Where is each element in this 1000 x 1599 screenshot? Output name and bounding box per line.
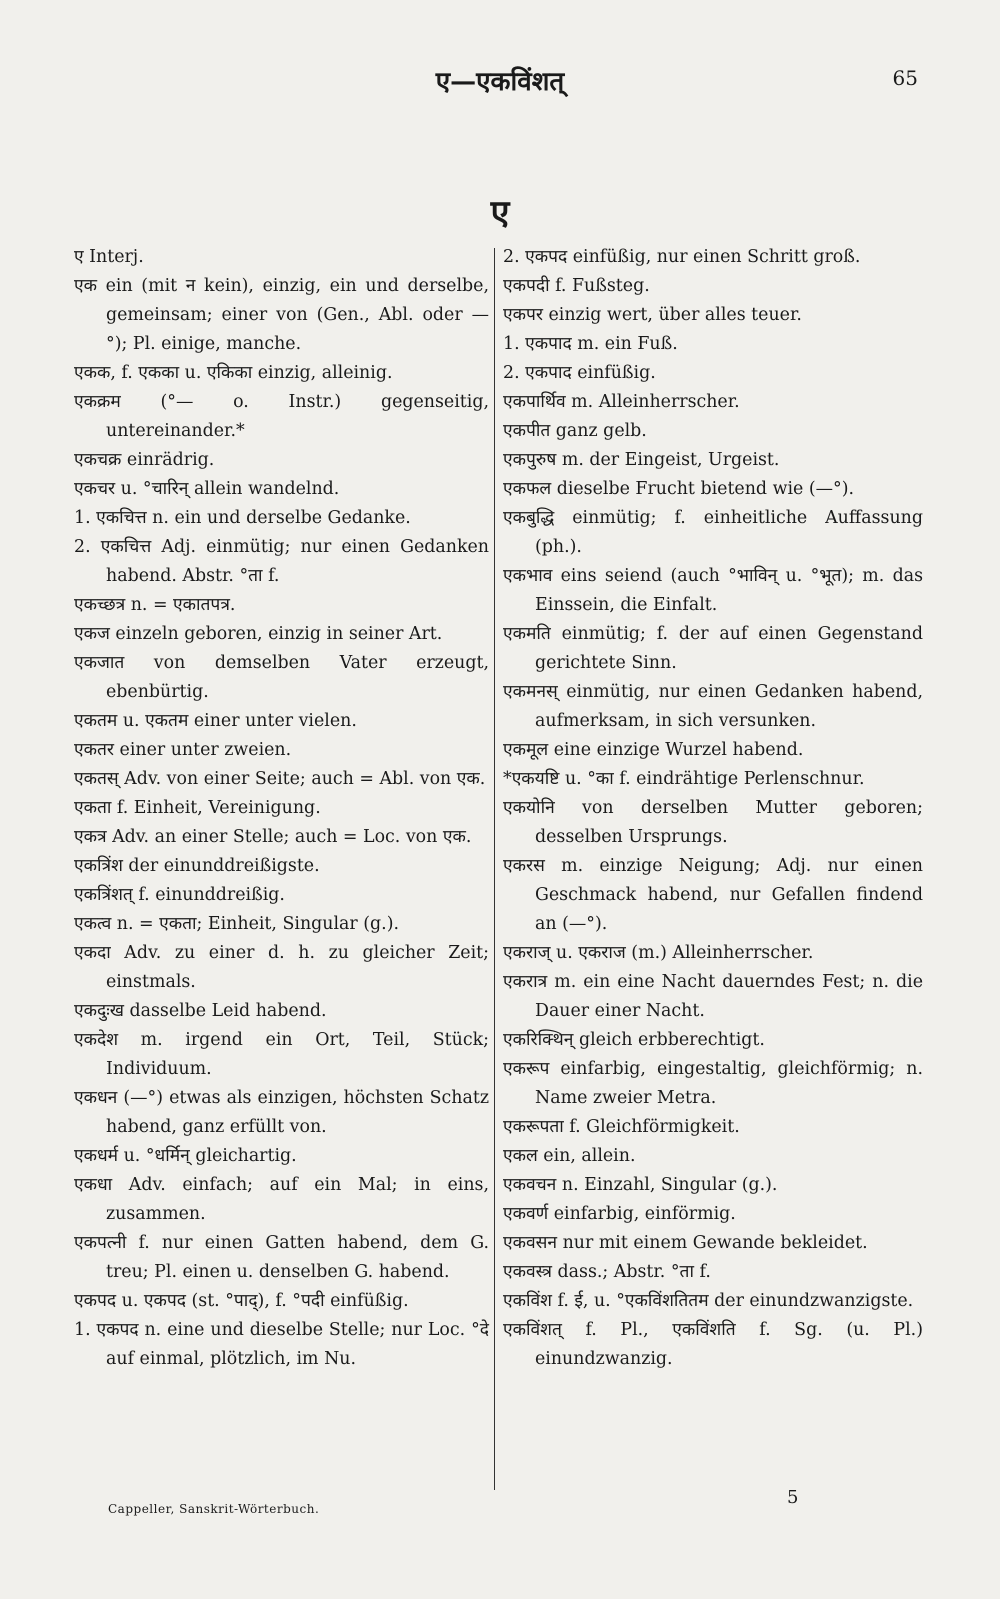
- dictionary-entry: एकजात von demselben Vater erzeugt, ebenbürtig.: [74, 653, 489, 702]
- dictionary-entry: एकवसन nur mit einem Gewande bekleidet.: [503, 1233, 868, 1253]
- dictionary-entry: एकपार्थिव m. Alleinherrscher.: [503, 392, 740, 412]
- dictionary-entry: एकदेश m. irgend ein Ort, Teil, Stück; Individuum.: [74, 1030, 489, 1079]
- dictionary-entry: एकमति einmütig; f. der auf einen Gegenstand gerichtete Sinn.: [503, 624, 923, 673]
- dictionary-entry: एकल ein, allein.: [503, 1146, 636, 1166]
- signature-mark: 5: [787, 1487, 799, 1508]
- dictionary-entry: एकरिक्थिन् gleich erbberechtigt.: [503, 1030, 765, 1050]
- dictionary-entry: ए Interj.: [74, 247, 144, 267]
- dictionary-entry: एकच्छत्र n. = एकातपत्र.: [74, 595, 236, 615]
- dictionary-entry: एकचक्र einrädrig.: [74, 450, 215, 470]
- dictionary-entry: एकरूप einfarbig, eingestaltig, gleichförmig; n. Name zweier Metra.: [503, 1059, 923, 1108]
- dictionary-entry: एकभाव eins seiend (auch °भाविन् u. °भूत); m. das Einssein, die Einfalt.: [503, 566, 923, 615]
- left-column: [74, 243, 489, 1374]
- dictionary-entry: 1. एकपाद m. ein Fuß.: [503, 334, 678, 354]
- dictionary-entry: एकराज् u. एकराज (m.) Alleinherrscher.: [503, 943, 814, 963]
- dictionary-entry: एकफल dieselbe Frucht bietend wie (—°).: [503, 479, 855, 499]
- page-number: 65: [892, 66, 918, 90]
- dictionary-entry: 2. एकचित्त Adj. einmütig; nur einen Gedanken habend. Abstr. °ता f.: [74, 537, 489, 586]
- dictionary-entry: एकधर्म u. °धर्मिन् gleichartig.: [74, 1146, 297, 1166]
- dictionary-entry: एकत्व n. = एकता; Einheit, Singular (g.).: [74, 914, 400, 934]
- dictionary-entry: एकविंश f. ई, u. °एकविंशतितम der einundzwanzigste.: [503, 1291, 914, 1311]
- dictionary-entry: एकपुरुष m. der Eingeist, Urgeist.: [503, 450, 780, 470]
- dictionary-entry: एकमूल eine einzige Wurzel habend.: [503, 740, 804, 760]
- footer-imprint: Cappeller, Sanskrit-Wörterbuch.: [108, 1502, 320, 1516]
- dictionary-entry: 2. एकपद einfüßig, nur einen Schritt groß.: [503, 247, 861, 267]
- dictionary-entry: एकज einzeln geboren, einzig in seiner Art.: [74, 624, 443, 644]
- column-divider: [494, 248, 495, 1490]
- dictionary-entry: *एकयष्टि u. °का f. eindrähtige Perlenschnur.: [503, 769, 865, 789]
- dictionary-entry: एकतम u. एकतम einer unter vielen.: [74, 711, 357, 731]
- running-header: [0, 62, 1000, 102]
- dictionary-entry: एकक्रम (°— o. Instr.) gegenseitig, untereinander.*: [74, 392, 489, 441]
- dictionary-entry: एकवस्त्र dass.; Abstr. °ता f.: [503, 1262, 711, 1282]
- dictionary-entry: एकपर einzig wert, über alles teuer.: [503, 305, 802, 325]
- dictionary-entry: एकपीत ganz gelb.: [503, 421, 647, 441]
- dictionary-entry: एकपद u. एकपद (st. °पाद्), f. °पदी einfüßig.: [74, 1291, 409, 1311]
- dictionary-entry: एकदुःख dasselbe Leid habend.: [74, 1001, 327, 1021]
- dictionary-entry: एकपत्नी f. nur einen Gatten habend, dem G. treu; Pl. einen u. denselben G. habend.: [74, 1233, 489, 1282]
- dictionary-entry: 1. एकपद n. eine und dieselbe Stelle; nur Loc. °दे auf einmal, plötzlich, im Nu.: [74, 1320, 489, 1369]
- dictionary-entry: एकपदी f. Fußsteg.: [503, 276, 650, 296]
- dictionary-entry: एकवचन n. Einzahl, Singular (g.).: [503, 1175, 778, 1195]
- right-column: [503, 243, 923, 1374]
- dictionary-entry: एकक, f. एकका u. एकिका einzig, alleinig.: [74, 363, 393, 383]
- dictionary-entry: एकचर u. °चारिन् allein wandelnd.: [74, 479, 340, 499]
- dictionary-entry: एकदा Adv. zu einer d. h. zu gleicher Zeit; einstmals.: [74, 943, 489, 992]
- dictionary-entry: एकबुद्धि einmütig; f. einheitliche Auffassung (ph.).: [503, 508, 923, 557]
- dictionary-entry: एकधा Adv. einfach; auf ein Mal; in eins, zusammen.: [74, 1175, 489, 1224]
- dictionary-entry: एकता f. Einheit, Vereinigung.: [74, 798, 321, 818]
- dictionary-entry: एकविंशत् f. Pl., एकविंशति f. Sg. (u. Pl.) einundzwanzig.: [503, 1320, 923, 1369]
- dictionary-entry: एकत्रिंशत् f. einunddreißig.: [74, 885, 285, 905]
- dictionary-entry: एकत्रिंश der einunddreißigste.: [74, 856, 320, 876]
- dictionary-entry: एकतर einer unter zweien.: [74, 740, 292, 760]
- dictionary-entry: एकवर्ण einfarbig, einförmig.: [503, 1204, 736, 1224]
- dictionary-entry: एकधन (—°) etwas als einzigen, höchsten Schatz habend, ganz erfüllt von.: [74, 1088, 489, 1137]
- header-title: ए—एकविंशत्: [435, 67, 565, 97]
- dictionary-entry: एकत्र Adv. an einer Stelle; auch = Loc. von एक.: [74, 827, 472, 847]
- dictionary-entry: एक ein (mit न kein), einzig, ein und derselbe, gemeinsam; einer von (Gen., Abl. oder —°); Pl. einige, manche.: [74, 276, 489, 354]
- dictionary-entry: एकरात्र m. ein eine Nacht dauerndes Fest; n. die Dauer einer Nacht.: [503, 972, 923, 1021]
- dictionary-entry: 1. एकचित्त n. ein und derselbe Gedanke.: [74, 508, 411, 528]
- dictionary-entry: एकयोनि von derselben Mutter geboren; desselben Ursprungs.: [503, 798, 923, 847]
- dictionary-entry: एकरस m. einzige Neigung; Adj. nur einen Geschmack habend, nur Gefallen findend an (—°).: [503, 856, 923, 934]
- section-letter: ए: [490, 193, 510, 233]
- dictionary-entry: एकरूपता f. Gleichförmigkeit.: [503, 1117, 740, 1137]
- dictionary-entry: एकमनस् einmütig, nur einen Gedanken habend, aufmerksam, in sich versunken.: [503, 682, 923, 731]
- dictionary-entry: एकतस् Adv. von einer Seite; auch = Abl. von एक.: [74, 769, 486, 789]
- dictionary-entry: 2. एकपाद einfüßig.: [503, 363, 656, 383]
